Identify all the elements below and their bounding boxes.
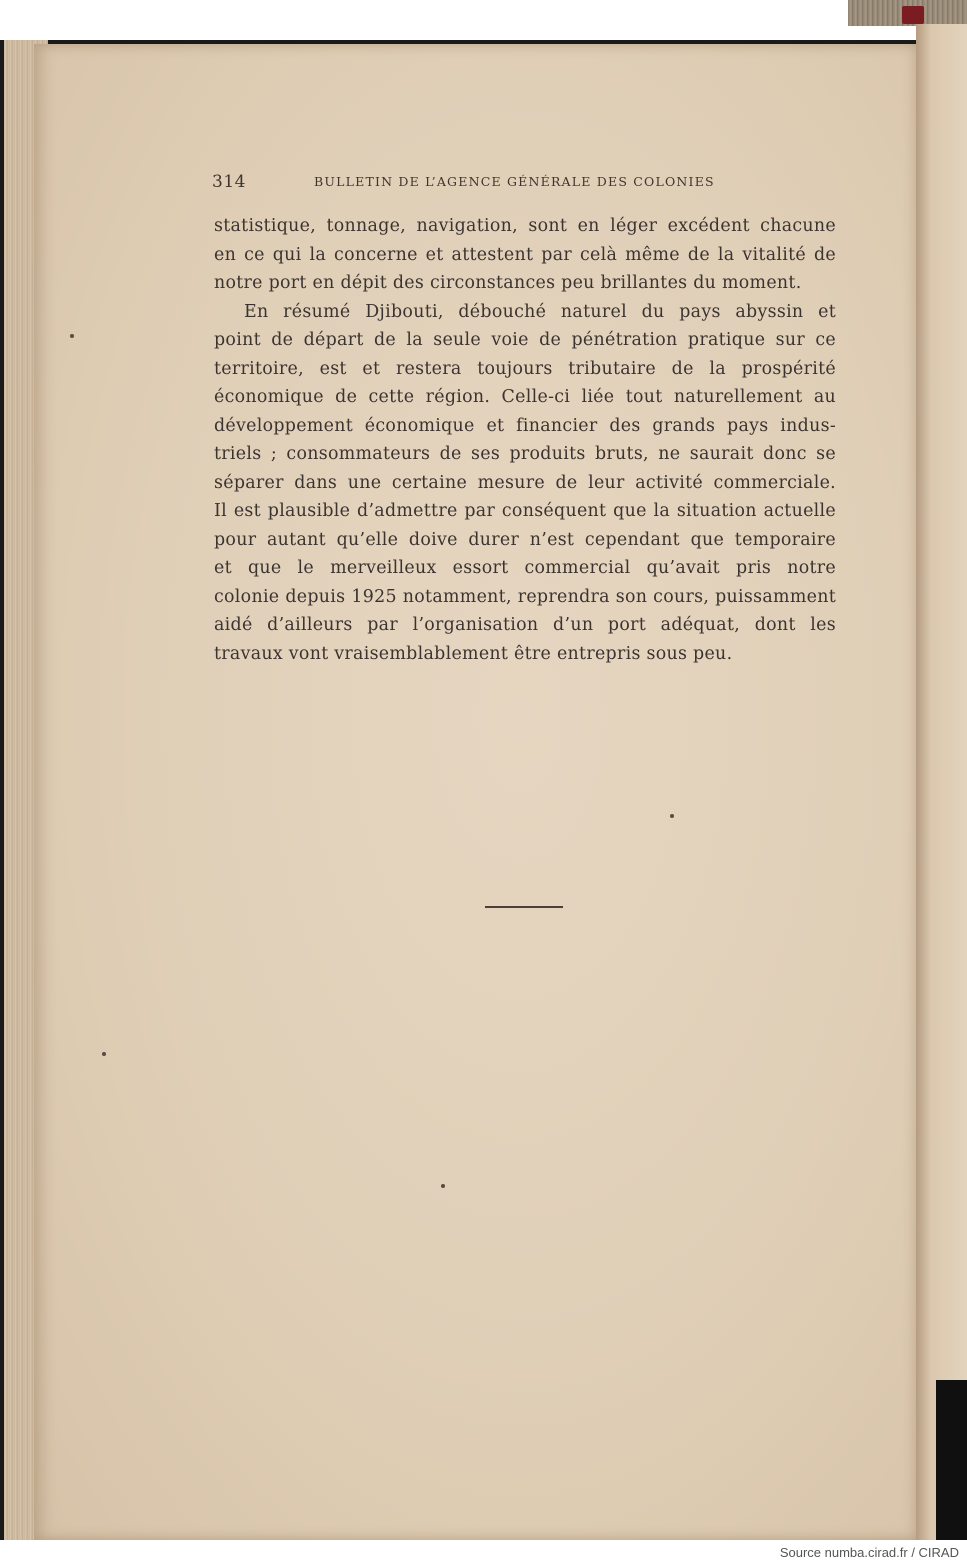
body-text	[214, 212, 836, 668]
source-credit: Source numba.cirad.fr / CIRAD	[779, 1545, 959, 1560]
text-line: développement économique et financier des grands pays indus-	[214, 415, 836, 436]
text-line: colonie depuis 1925 notamment, reprendra son cours, puissamment	[214, 586, 836, 607]
text-line: et que le merveilleux essort commercial qu’avait pris notre	[214, 558, 836, 578]
text-line: notre port en dépit des circonstances peu brillantes du moment.	[214, 273, 802, 293]
text-line: en ce qui la concerne et attestent par celà même de la vitalité de	[214, 244, 836, 265]
text-line: point de départ de la seule voie de pénétration pratique sur ce	[214, 330, 836, 350]
page-header	[212, 172, 840, 194]
text-line: pour autant qu’elle doive durer n’est cependant que temporaire	[214, 529, 836, 550]
page-number: 314	[212, 172, 246, 192]
running-head: BULLETIN DE L’AGENCE GÉNÉRALE DES COLONIES	[314, 174, 715, 189]
text-line: triels ; consommateurs de ses produits bruts, ne saurait donc se	[214, 444, 836, 464]
top-margin	[0, 0, 848, 40]
section-separator	[485, 906, 563, 908]
text-line: Il est plausible d’admettre par conséquent que la situation actuelle	[214, 501, 836, 521]
paper-speck	[70, 334, 74, 338]
bookmark-ribbon	[902, 6, 924, 24]
text-line: En résumé Djibouti, débouché naturel du pays abyssin et	[244, 301, 836, 322]
facing-page-edge	[916, 24, 967, 1540]
paper-speck	[102, 1052, 106, 1056]
text-line: séparer dans une certaine mesure de leur activité commerciale.	[214, 472, 836, 493]
text-line: travaux vont vraisemblablement être entrepris sous peu.	[214, 643, 733, 664]
paper-speck	[441, 1184, 445, 1188]
text-line: statistique, tonnage, navigation, sont en léger excédent chacune	[214, 216, 836, 236]
scan-shadow	[936, 1380, 967, 1540]
text-line: aidé d’ailleurs par l’organisation d’un port adéquat, dont les	[214, 615, 836, 635]
paper-speck	[670, 814, 674, 818]
text-line: économique de cette région. Celle-ci liée tout naturellement au	[214, 387, 836, 407]
text-line: territoire, est et restera toujours tributaire de la prospérité	[214, 358, 836, 379]
